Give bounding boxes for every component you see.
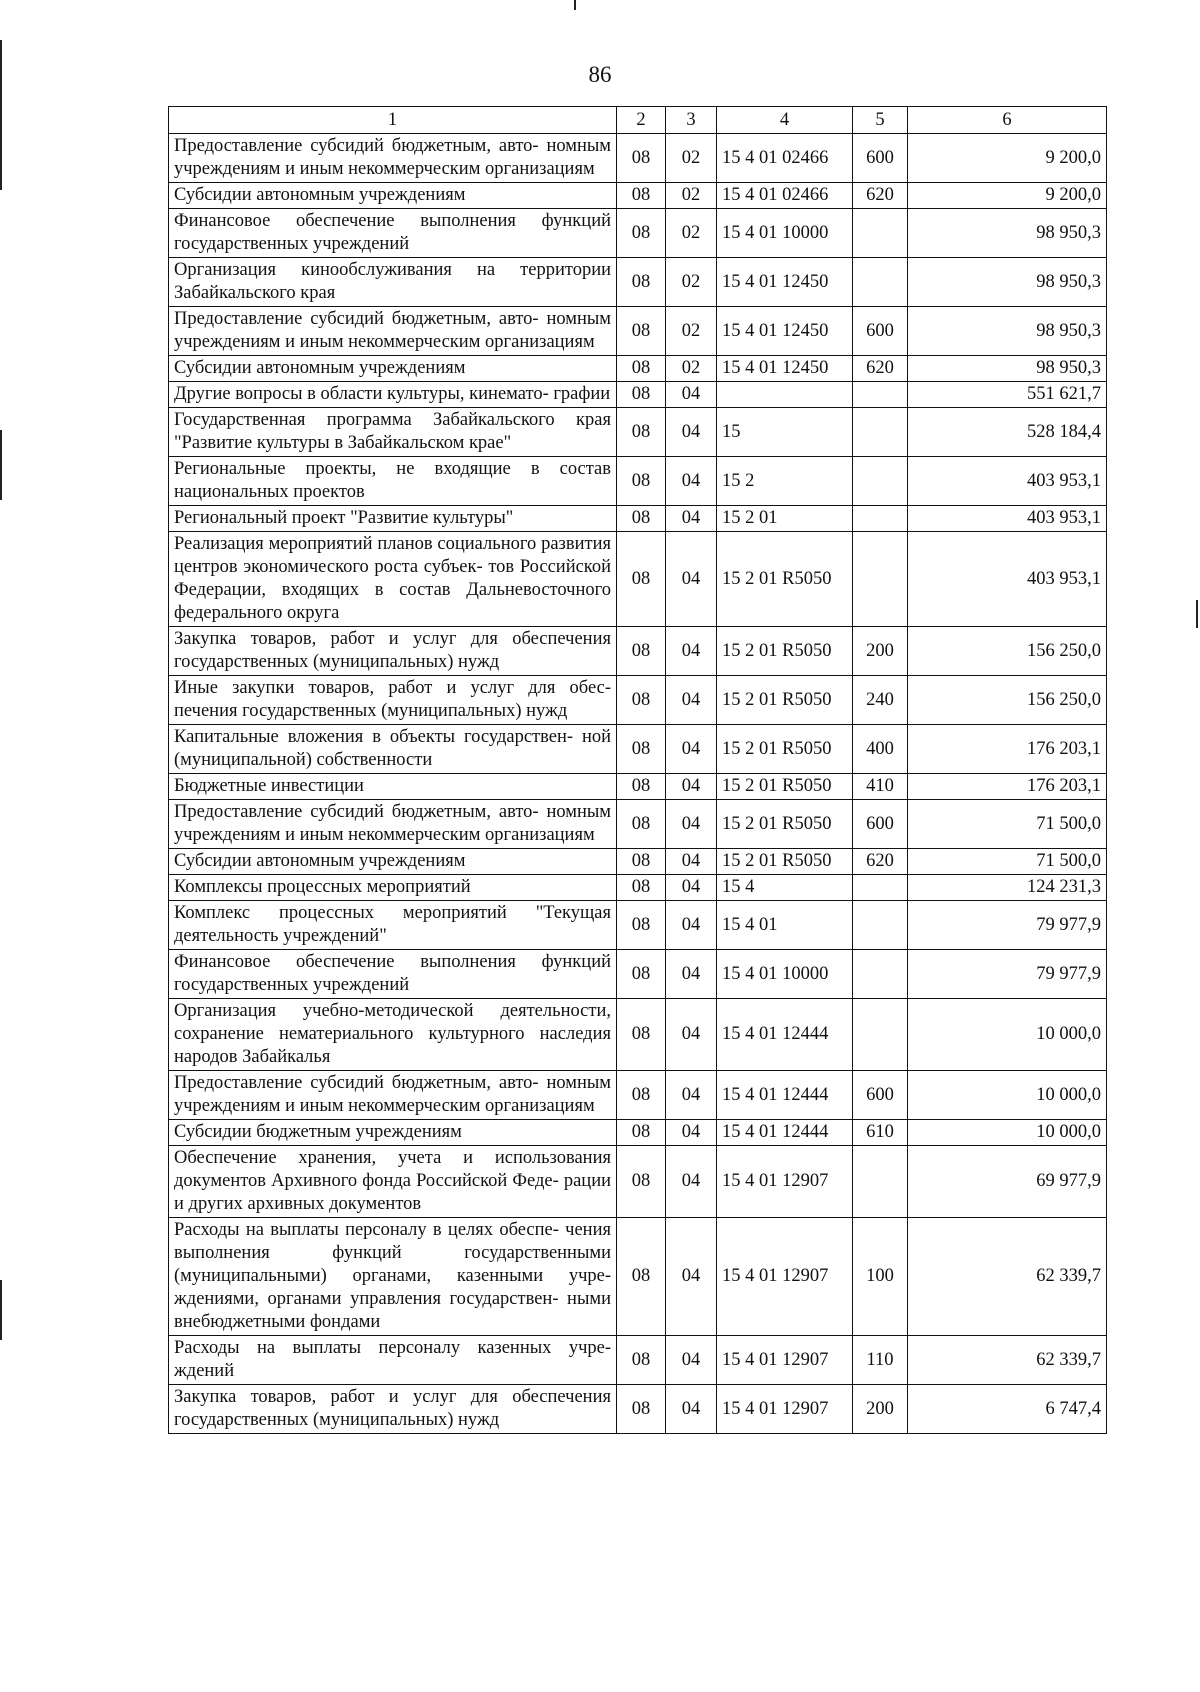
row-amount-cell: 124 231,3 [908,875,1107,901]
table-row [169,950,1107,999]
row-subsection-cell: 04 [666,627,717,676]
row-expense-type-cell: 610 [853,1120,908,1146]
row-subsection-cell: 02 [666,134,717,183]
row-amount-cell: 79 977,9 [908,950,1107,999]
row-amount-cell: 403 953,1 [908,532,1107,627]
row-subsection-cell: 04 [666,1071,717,1120]
table-row [169,725,1107,774]
row-amount-cell: 156 250,0 [908,676,1107,725]
row-name-cell: Иные закупки товаров, работ и услуг для обес- печения государственных (муниципальных) нужд [169,676,617,725]
row-expense-type-cell: 600 [853,800,908,849]
row-section-cell: 08 [617,1385,666,1434]
scan-edge-mark [574,0,576,10]
row-subsection-cell: 04 [666,875,717,901]
row-name-cell: Предоставление субсидий бюджетным, авто- номным учреждениям и иным некоммерческим организациям [169,134,617,183]
row-name-cell: Другие вопросы в области культуры, кинемато- графии [169,382,617,408]
row-expense-type-cell: 620 [853,356,908,382]
row-amount-cell: 98 950,3 [908,209,1107,258]
row-amount-cell: 9 200,0 [908,134,1107,183]
row-section-cell: 08 [617,356,666,382]
row-expense-type-cell [853,408,908,457]
row-name-cell: Закупка товаров, работ и услуг для обеспечения государственных (муниципальных) нужд [169,1385,617,1434]
row-amount-cell: 176 203,1 [908,774,1107,800]
row-expense-type-cell: 620 [853,183,908,209]
row-name-cell: Организация учебно-методической деятельности, сохранение нематериального культурного наследия народов Забайкалья [169,999,617,1071]
row-section-cell: 08 [617,408,666,457]
table-row [169,1120,1107,1146]
row-target-article-cell: 15 4 01 10000 [717,950,853,999]
row-subsection-cell: 04 [666,1385,717,1434]
row-subsection-cell: 04 [666,774,717,800]
row-subsection-cell: 04 [666,901,717,950]
row-target-article-cell: 15 2 01 [717,506,853,532]
row-subsection-cell: 04 [666,382,717,408]
row-amount-cell: 98 950,3 [908,307,1107,356]
row-target-article-cell: 15 2 [717,457,853,506]
row-section-cell: 08 [617,950,666,999]
row-name-cell: Предоставление субсидий бюджетным, авто- номным учреждениям и иным некоммерческим организациям [169,800,617,849]
row-name-cell: Закупка товаров, работ и услуг для обеспечения государственных (муниципальных) нужд [169,627,617,676]
row-target-article-cell: 15 4 01 [717,901,853,950]
row-expense-type-cell [853,457,908,506]
row-amount-cell: 6 747,4 [908,1385,1107,1434]
header-col-5: 5 [853,107,908,134]
row-section-cell: 08 [617,506,666,532]
row-target-article-cell: 15 2 01 R5050 [717,725,853,774]
row-expense-type-cell [853,382,908,408]
table-row [169,183,1107,209]
row-section-cell: 08 [617,382,666,408]
row-subsection-cell: 04 [666,1218,717,1336]
row-name-cell: Финансовое обеспечение выполнения функций государственных учреждений [169,209,617,258]
row-subsection-cell: 04 [666,950,717,999]
row-section-cell: 08 [617,1218,666,1336]
table-row [169,676,1107,725]
row-section-cell: 08 [617,532,666,627]
row-section-cell: 08 [617,999,666,1071]
table-row [169,875,1107,901]
page-number: 86 [588,62,612,87]
row-section-cell: 08 [617,725,666,774]
row-section-cell: 08 [617,627,666,676]
row-target-article-cell: 15 4 01 02466 [717,134,853,183]
table-row [169,1336,1107,1385]
row-expense-type-cell [853,258,908,307]
row-section-cell: 08 [617,209,666,258]
row-expense-type-cell [853,901,908,950]
table-row [169,307,1107,356]
row-amount-cell: 10 000,0 [908,1071,1107,1120]
row-target-article-cell: 15 [717,408,853,457]
row-amount-cell: 528 184,4 [908,408,1107,457]
table-row [169,999,1107,1071]
row-name-cell: Субсидии автономным учреждениям [169,849,617,875]
row-section-cell: 08 [617,307,666,356]
row-expense-type-cell: 100 [853,1218,908,1336]
row-subsection-cell: 04 [666,676,717,725]
row-name-cell: Финансовое обеспечение выполнения функций государственных учреждений [169,950,617,999]
row-name-cell: Расходы на выплаты персоналу казенных учре- ждений [169,1336,617,1385]
row-target-article-cell: 15 4 01 12444 [717,999,853,1071]
row-subsection-cell: 02 [666,209,717,258]
row-expense-type-cell: 200 [853,1385,908,1434]
row-section-cell: 08 [617,901,666,950]
row-subsection-cell: 02 [666,183,717,209]
header-col-6: 6 [908,107,1107,134]
row-name-cell: Субсидии автономным учреждениям [169,183,617,209]
row-expense-type-cell [853,950,908,999]
row-amount-cell: 403 953,1 [908,506,1107,532]
table-row [169,800,1107,849]
row-subsection-cell: 04 [666,1336,717,1385]
row-section-cell: 08 [617,875,666,901]
header-col-2: 2 [617,107,666,134]
row-section-cell: 08 [617,134,666,183]
row-section-cell: 08 [617,800,666,849]
row-target-article-cell: 15 4 01 12907 [717,1218,853,1336]
table-row [169,457,1107,506]
row-name-cell: Капитальные вложения в объекты государствен- ной (муниципальной) собственности [169,725,617,774]
row-name-cell: Субсидии бюджетным учреждениям [169,1120,617,1146]
table-row [169,627,1107,676]
row-amount-cell: 156 250,0 [908,627,1107,676]
row-amount-cell: 551 621,7 [908,382,1107,408]
row-target-article-cell: 15 4 [717,875,853,901]
row-expense-type-cell: 240 [853,676,908,725]
row-section-cell: 08 [617,1146,666,1218]
row-name-cell: Региональный проект "Развитие культуры" [169,506,617,532]
row-target-article-cell: 15 2 01 R5050 [717,627,853,676]
row-amount-cell: 71 500,0 [908,800,1107,849]
row-amount-cell: 79 977,9 [908,901,1107,950]
row-target-article-cell: 15 4 01 10000 [717,209,853,258]
row-target-article-cell: 15 4 01 12444 [717,1120,853,1146]
scan-edge-mark [0,1280,2,1340]
row-expense-type-cell: 200 [853,627,908,676]
table-header-row [169,107,1107,134]
row-amount-cell: 98 950,3 [908,258,1107,307]
row-target-article-cell: 15 2 01 R5050 [717,532,853,627]
scan-edge-mark [1196,600,1198,628]
row-target-article-cell: 15 4 01 12450 [717,356,853,382]
row-name-cell: Предоставление субсидий бюджетным, авто- номным учреждениям и иным некоммерческим организациям [169,1071,617,1120]
table-row [169,258,1107,307]
row-amount-cell: 403 953,1 [908,457,1107,506]
row-subsection-cell: 02 [666,356,717,382]
row-subsection-cell: 02 [666,258,717,307]
row-expense-type-cell [853,209,908,258]
row-amount-cell: 10 000,0 [908,1120,1107,1146]
row-expense-type-cell: 600 [853,307,908,356]
row-target-article-cell: 15 2 01 R5050 [717,849,853,875]
table-row [169,774,1107,800]
row-amount-cell: 71 500,0 [908,849,1107,875]
row-expense-type-cell: 600 [853,134,908,183]
table-row [169,532,1107,627]
row-amount-cell: 9 200,0 [908,183,1107,209]
row-expense-type-cell [853,506,908,532]
row-name-cell: Комплексы процессных мероприятий [169,875,617,901]
row-section-cell: 08 [617,774,666,800]
row-amount-cell: 176 203,1 [908,725,1107,774]
row-subsection-cell: 02 [666,307,717,356]
row-amount-cell: 10 000,0 [908,999,1107,1071]
row-subsection-cell: 04 [666,849,717,875]
row-name-cell: Реализация мероприятий планов социального развития центров экономического роста субъек- тов Российской Федерации, входящих в состав Дальневосточного федерального округа [169,532,617,627]
budget-table [168,106,1107,1434]
header-col-4: 4 [717,107,853,134]
row-section-cell: 08 [617,1120,666,1146]
table-row [169,1385,1107,1434]
row-subsection-cell: 04 [666,1120,717,1146]
row-amount-cell: 62 339,7 [908,1336,1107,1385]
table-row [169,901,1107,950]
row-name-cell: Предоставление субсидий бюджетным, авто- номным учреждениям и иным некоммерческим организациям [169,307,617,356]
scan-edge-mark [0,430,2,500]
row-target-article-cell: 15 2 01 R5050 [717,800,853,849]
row-target-article-cell: 15 4 01 12444 [717,1071,853,1120]
row-target-article-cell: 15 4 01 12907 [717,1385,853,1434]
row-expense-type-cell [853,532,908,627]
row-target-article-cell: 15 4 01 02466 [717,183,853,209]
row-expense-type-cell: 400 [853,725,908,774]
header-col-1: 1 [169,107,617,134]
row-subsection-cell: 04 [666,457,717,506]
row-name-cell: Обеспечение хранения, учета и использования документов Архивного фонда Российской Феде- рации и других архивных документов [169,1146,617,1218]
row-section-cell: 08 [617,849,666,875]
table-row [169,382,1107,408]
row-target-article-cell: 15 4 01 12450 [717,258,853,307]
row-amount-cell: 69 977,9 [908,1146,1107,1218]
row-expense-type-cell: 410 [853,774,908,800]
table-row [169,356,1107,382]
row-subsection-cell: 04 [666,506,717,532]
table-row [169,1071,1107,1120]
row-expense-type-cell [853,1146,908,1218]
row-section-cell: 08 [617,676,666,725]
row-subsection-cell: 04 [666,532,717,627]
row-target-article-cell [717,382,853,408]
table-row [169,1146,1107,1218]
row-target-article-cell: 15 4 01 12450 [717,307,853,356]
row-target-article-cell: 15 2 01 R5050 [717,774,853,800]
row-target-article-cell: 15 4 01 12907 [717,1146,853,1218]
row-subsection-cell: 04 [666,999,717,1071]
row-target-article-cell: 15 2 01 R5050 [717,676,853,725]
row-section-cell: 08 [617,183,666,209]
row-section-cell: 08 [617,457,666,506]
row-expense-type-cell [853,875,908,901]
row-section-cell: 08 [617,1071,666,1120]
row-name-cell: Государственная программа Забайкальского края "Развитие культуры в Забайкальском крае" [169,408,617,457]
row-expense-type-cell: 600 [853,1071,908,1120]
row-subsection-cell: 04 [666,725,717,774]
row-name-cell: Комплекс процессных мероприятий "Текущая деятельность учреждений" [169,901,617,950]
row-name-cell: Региональные проекты, не входящие в состав национальных проектов [169,457,617,506]
row-name-cell: Организация кинообслуживания на территории Забайкальского края [169,258,617,307]
row-expense-type-cell: 110 [853,1336,908,1385]
row-amount-cell: 62 339,7 [908,1218,1107,1336]
row-expense-type-cell: 620 [853,849,908,875]
header-col-3: 3 [666,107,717,134]
table-body [169,134,1107,1434]
row-subsection-cell: 04 [666,800,717,849]
row-name-cell: Расходы на выплаты персоналу в целях обеспе- чения выполнения функций государственными (муниципальными) органами, казенными учре- ждениями, органами управления государствен- ными внебюджетными фондами [169,1218,617,1336]
row-name-cell: Бюджетные инвестиции [169,774,617,800]
table-row [169,134,1107,183]
row-subsection-cell: 04 [666,1146,717,1218]
table-row [169,506,1107,532]
row-target-article-cell: 15 4 01 12907 [717,1336,853,1385]
table-row [169,849,1107,875]
row-section-cell: 08 [617,1336,666,1385]
table-row [169,209,1107,258]
table-row [169,1218,1107,1336]
row-name-cell: Субсидии автономным учреждениям [169,356,617,382]
row-subsection-cell: 04 [666,408,717,457]
row-section-cell: 08 [617,258,666,307]
row-expense-type-cell [853,999,908,1071]
table-row [169,408,1107,457]
row-amount-cell: 98 950,3 [908,356,1107,382]
